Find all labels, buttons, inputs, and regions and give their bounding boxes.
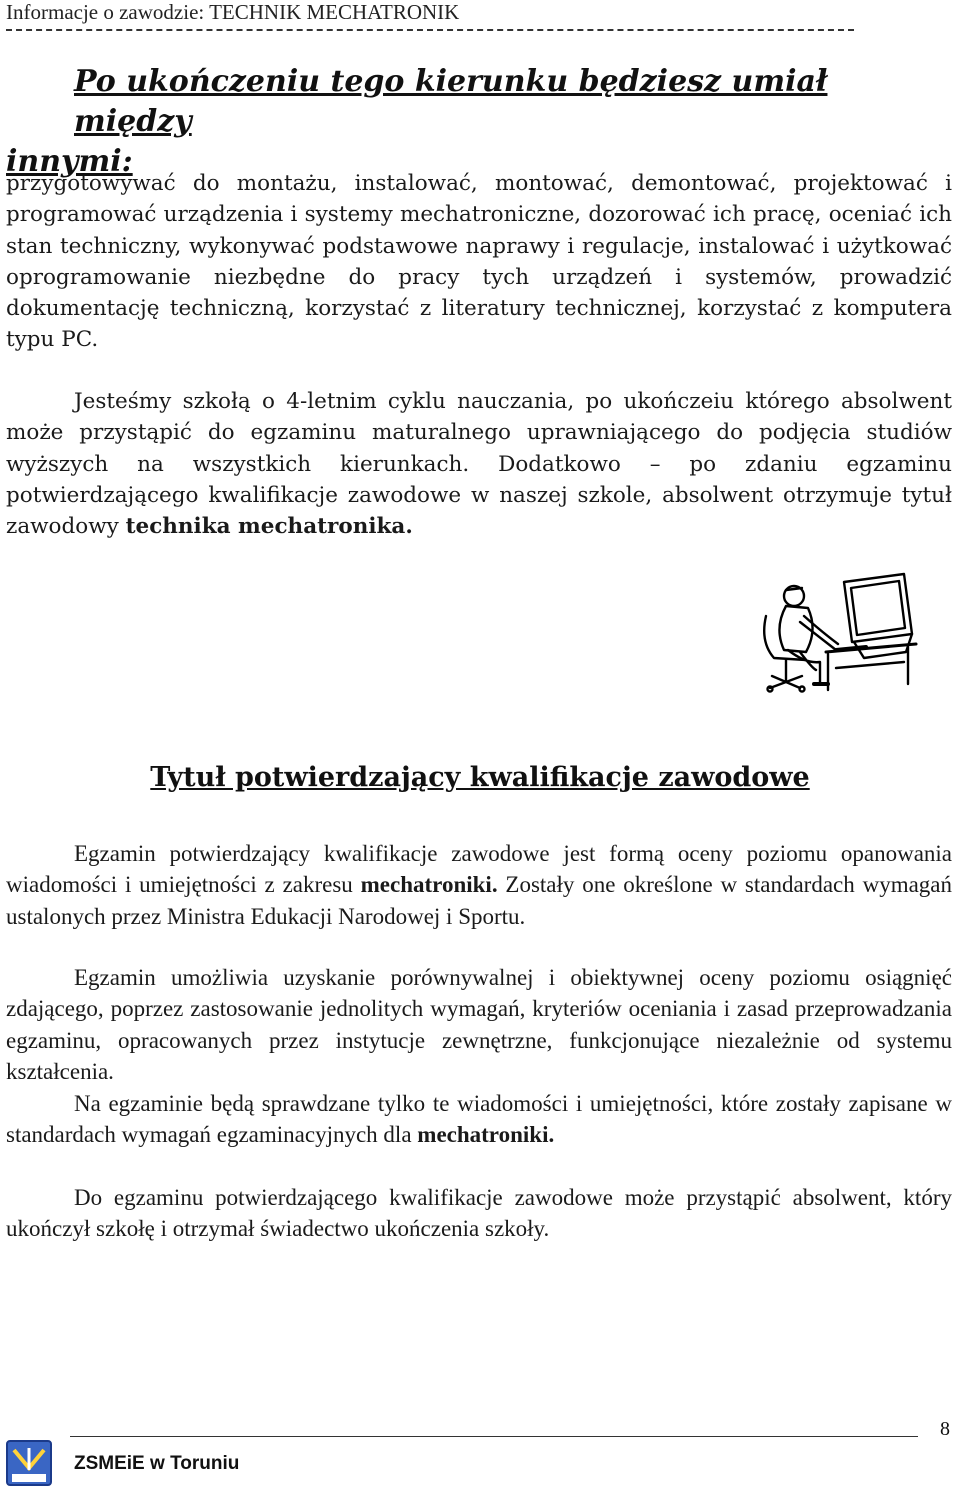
page-header-title: Informacje o zawodzie: TECHNIK MECHATRONIK [6,0,460,24]
school-info-paragraph [6,386,952,542]
heading-line-2: innymi: [6,144,133,179]
exam-definition-rest: Zostały one określone w standardach wymagań ustalonych przez Ministra Edukacji Narodowej i Sportu. [6,872,952,929]
page-number: 8 [940,1418,950,1440]
skills-paragraph: przygotowywać do montażu, instalować, montować, demontować, projektować i programować urządzenia i systemy mechatroniczne, dozorować ich pracę, oceniać ich stan techniczny, wykonywać podstawowe naprawy i regulacje, instalować i użytkować oprogramowanie niezbędne do pracy tych urządzeń i systemów, prowadzić dokumentację techniczną, korzystać z literatury technicznej, korzystać z komputera typu PC. [6,171,952,353]
exam-eligibility-paragraph: Do egzaminu potwierdzającego kwalifikacje zawodowe może przystąpić absolwent, który ukończył szkołę i otrzymał świadectwo ukończenia szkoły. [6,1185,952,1242]
school-info-title-bold: technika mechatronika. [125,514,413,540]
exam-scope-text: Na egzaminie będą sprawdzane tylko te wiadomości i umiejętności, które zostały zapisane w standardach wymagań egzaminacyjnych dla [6,1091,952,1148]
exam-objectivity-paragraph: Egzamin umożliwia uzyskanie porównywalnej i obiektywnej oceny poziomu osiągnięć zdającego, poprzez zastosowanie jednolitych wymagań, kryteriów oceniania i zasad przeprowadzania egzaminu, opracowanych przez instytucje zewnętrzne, funkcjonujące niezależnie od systemu kształcenia. [6,965,952,1084]
exam-scope-paragraph [6,1088,952,1151]
exam-definition-bold: mechatroniki. [360,872,498,898]
exam-definition-paragraph [6,838,952,932]
header-divider [6,29,854,31]
footer-divider [70,1436,918,1437]
exam-scope-bold: mechatroniki. [417,1122,555,1148]
exam-definition-text: Egzamin potwierdzający kwalifikacje zawodowe jest formą oceny poziomu opanowania wiadomości i umiejętności z zakresu [6,841,952,898]
school-logo-icon [4,1438,54,1488]
person-at-computer-icon [756,572,922,698]
school-info-text: Jesteśmy szkołą o 4-letnim cyklu nauczania, po ukończeiu którego absolwent może przystąpić do egzaminu maturalnego uprawniającego do podjęcia studiów wyższych na wszystkich kierunkach. Dodatkowo – po zdaniu egzaminu potwierdzającego kwalifikacje zawodowe w naszej szkole, absolwent otrzymuje tytuł zawodowy [6,389,952,540]
heading-line-1: Po ukończeniu tego kierunku będziesz umiał między [74,64,828,139]
section-heading-qualification: Tytuł potwierdzający kwalifikacje zawodowe [150,762,810,793]
school-name: ZSMEiE w Toruniu [74,1453,240,1474]
section-heading-skills [6,62,954,182]
